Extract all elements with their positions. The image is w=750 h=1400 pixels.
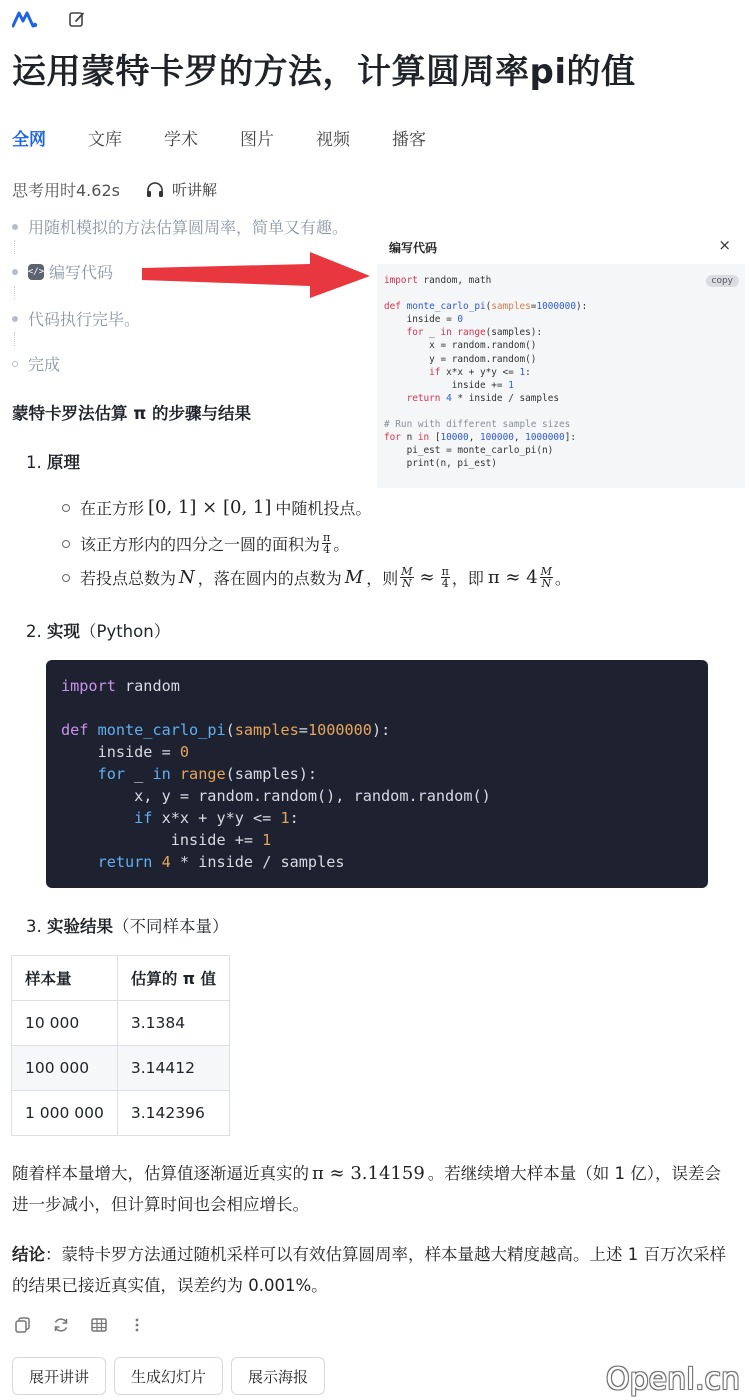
section-heading-implementation [26, 618, 170, 642]
section-title: 实验结果 [47, 917, 113, 936]
code-block-source: import random def monte_carlo_pi(samples=1000000): inside = 0 for _ in range(samples): x, y = random.random(), random.random() if x*x + y*y <= 1: inside += 1 return 4 * inside / samples [61, 677, 491, 871]
code-panel-header [377, 230, 745, 264]
bullet-text: 。 [333, 535, 350, 554]
thinking-time[interactable]: 思考用时4.62s [12, 181, 120, 200]
conclusion-text: ：蒙特卡罗方法通过随机采样可以有效估算圆周率，样本量越大精度越高。上述 1 百万次采样的结果已接近真实值，误差约为 0.001%。 [12, 1245, 726, 1295]
bullet-text: 在正方形 [80, 499, 145, 518]
section-title: 原理 [47, 453, 80, 472]
generate-slides-button[interactable]: 生成幻灯片 [114, 1357, 223, 1395]
math-approx: ≈ [419, 567, 435, 588]
code-block [46, 660, 708, 888]
copy-button[interactable]: copy [706, 275, 740, 287]
frac-numerator: π [441, 565, 449, 578]
frac-numerator: M [540, 565, 552, 578]
table-header-cell: 估算的 π 值 [117, 956, 229, 1001]
bullet-item [62, 532, 349, 555]
step-dot-done [12, 361, 18, 367]
section-note: （不同样本量） [113, 917, 229, 936]
tab-library[interactable]: 文库 [88, 130, 122, 150]
close-icon[interactable]: × [718, 236, 731, 254]
show-poster-button[interactable]: 展示海报 [231, 1357, 325, 1395]
code-panel-title: 编写代码 [389, 241, 438, 255]
tab-images[interactable]: 图片 [240, 130, 274, 150]
table-row [12, 1001, 230, 1046]
listen-label: 听讲解 [171, 181, 217, 199]
step-item-code[interactable] [12, 260, 113, 283]
math-fraction [540, 566, 553, 589]
page-title: 运用蒙特卡罗的方法，计算圆周率pi的值 [12, 52, 636, 92]
bullet-text: 中随机投点。 [275, 499, 372, 518]
step-label: 代码执行完毕。 [28, 310, 141, 329]
table-cell: 10 000 [12, 1001, 118, 1046]
bullet-circle [62, 504, 70, 512]
math-expression: π ≈ 4 [487, 567, 538, 588]
table-icon[interactable] [90, 1316, 108, 1334]
more-icon[interactable] [128, 1316, 146, 1334]
new-chat-edit-icon[interactable] [68, 10, 86, 28]
section-number: 2. [26, 622, 42, 641]
step-item [12, 215, 348, 238]
section-heading-principle [26, 449, 80, 473]
paragraph-text: 。若继续增大样本量（如 1 亿），误差会进一步减小，但计算时间也会相应增长。 [12, 1164, 722, 1214]
step-label: 用随机模拟的方法估算圆周率，简单又有趣。 [28, 218, 349, 237]
table-cell: 3.142396 [117, 1091, 229, 1136]
table-row [12, 1046, 230, 1091]
headphones-icon [146, 182, 164, 198]
step-label: 编写代码 [49, 263, 114, 282]
answer-heading: 蒙特卡罗法估算 π 的步骤与结果 [12, 404, 252, 423]
bullet-text: 。 [554, 569, 571, 588]
code-icon: </> [28, 264, 44, 280]
math-interval-b: [0, 1] [222, 497, 272, 518]
section-title: 实现 [47, 622, 80, 641]
regenerate-icon[interactable] [52, 1316, 70, 1334]
math-fraction [441, 566, 450, 589]
step-item [12, 307, 140, 330]
math-interval-a: [0, 1] [148, 497, 197, 518]
expand-explain-button[interactable]: 展开讲讲 [12, 1357, 106, 1395]
bullet-text: 若投点总数为 [80, 569, 177, 588]
bullet-text: ，落在圆内的点数为 [197, 569, 342, 588]
section-note: （Python） [80, 622, 171, 641]
table-cell: 3.1384 [117, 1001, 229, 1046]
math-var: M [344, 567, 364, 588]
bullet-text: ，即 [451, 569, 484, 588]
math-fraction [400, 566, 413, 589]
math-fraction [322, 532, 331, 555]
bullet-text: ，则 [366, 569, 399, 588]
watermark: OpenI.cn [605, 1362, 740, 1397]
step-dot [12, 224, 18, 230]
search-tabs [12, 125, 468, 150]
listen-button[interactable] [146, 179, 217, 200]
step-connector [14, 240, 16, 254]
frac-numerator: π [323, 531, 331, 544]
paragraph-text: 随着样本量增大，估算值逐渐逼近真实的 [12, 1164, 309, 1183]
math-expression: π ≈ 3.14159 [312, 1163, 425, 1184]
conclusion-paragraph [12, 1239, 737, 1301]
red-arrow-annotation [140, 246, 376, 302]
bullet-item [62, 496, 371, 519]
results-table [11, 955, 230, 1136]
step-item [12, 352, 60, 375]
bullet-item [62, 566, 571, 589]
section-number: 1. [26, 453, 42, 472]
thinking-status [12, 178, 217, 201]
step-label: 完成 [28, 355, 61, 374]
table-cell: 1 000 000 [12, 1091, 118, 1136]
code-panel [377, 230, 745, 488]
table-cell: 3.14412 [117, 1046, 229, 1091]
tab-all-web[interactable]: 全网 [12, 130, 46, 150]
bullet-circle [62, 540, 70, 548]
frac-denominator: 4 [323, 543, 331, 556]
bullet-circle [62, 574, 70, 582]
bullet-text: 该正方形内的四分之一圆的面积为 [80, 535, 321, 554]
table-cell: 100 000 [12, 1046, 118, 1091]
frac-denominator: 4 [441, 577, 449, 590]
step-dot [12, 316, 18, 322]
step-connector [14, 286, 16, 300]
table-header-cell: 样本量 [12, 956, 118, 1001]
frac-numerator: M [401, 565, 413, 578]
frac-denominator: N [402, 577, 412, 590]
step-dot [12, 269, 18, 275]
tab-videos[interactable]: 视频 [316, 130, 350, 150]
section-number: 3. [26, 917, 42, 936]
tab-podcasts[interactable]: 播客 [392, 130, 426, 150]
math-interval [148, 497, 271, 518]
table-header-row [12, 956, 230, 1001]
summary-paragraph [12, 1158, 737, 1220]
follow-up-buttons [12, 1357, 325, 1395]
step-connector [14, 332, 16, 346]
section-heading-results [26, 913, 229, 937]
conclusion-label: 结论 [12, 1245, 45, 1264]
app-logo[interactable] [12, 10, 38, 28]
math-var: N [179, 567, 195, 588]
table-row [12, 1091, 230, 1136]
frac-denominator: N [541, 577, 552, 590]
copy-icon[interactable] [14, 1316, 32, 1334]
code-panel-source: import random, math def monte_carlo_pi(samples=1000000): inside = 0 for _ in range(samples): x = random.random() y = random.random() if x*x + y*y <= 1: inside += 1 return 4 * inside / samples # Run with different sample sizes for n in [10000, 100000, 1000000]: pi_est = monte_carlo_pi(n) print(n, pi_est) [384, 275, 588, 470]
math-times: × [202, 497, 218, 518]
tab-academic[interactable]: 学术 [164, 130, 198, 150]
answer-actions [14, 1316, 146, 1334]
